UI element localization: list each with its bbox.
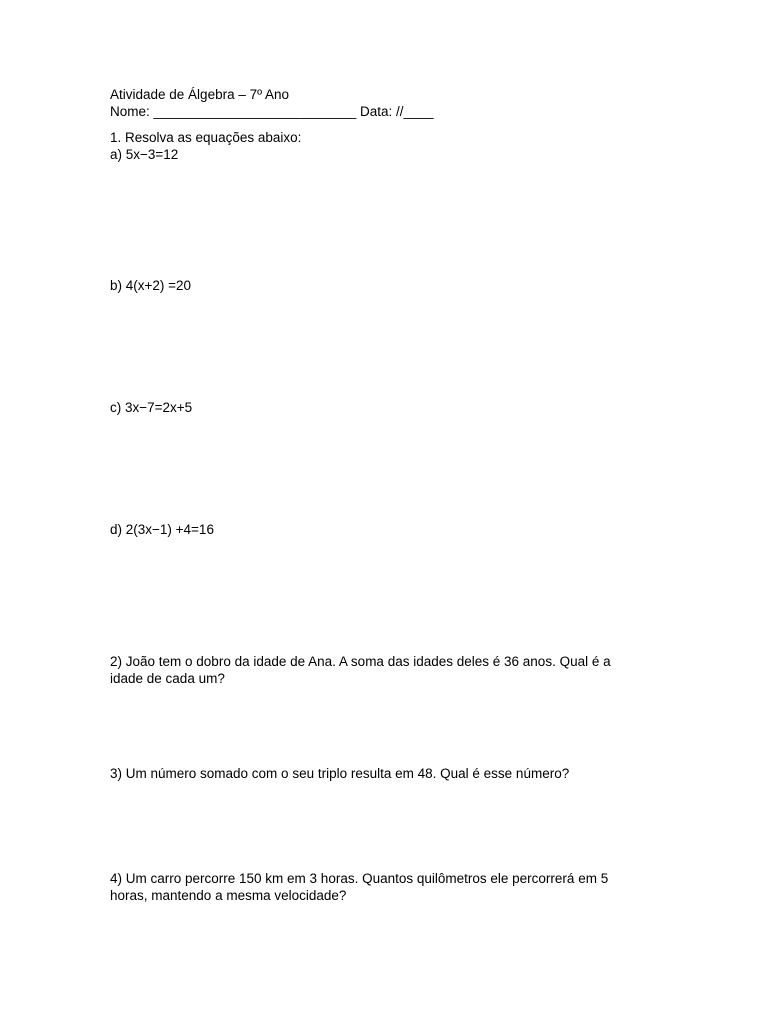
- worksheet-title: Atividade de Álgebra – 7º Ano: [110, 87, 290, 102]
- question-4-line-2: horas, mantendo a mesma velocidade?: [110, 888, 347, 903]
- question-3: 3) Um número somado com o seu triplo resulta em 48. Qual é esse número?: [110, 766, 570, 781]
- equation-c: c) 3x−7=2x+5: [110, 400, 193, 415]
- question-2-line-1: 2) João tem o dobro da idade de Ana. A soma das idades deles é 36 anos. Qual é a: [110, 654, 611, 669]
- question-4-line-1: 4) Um carro percorre 150 km em 3 horas. Quantos quilômetros ele percorrerá em 5: [110, 871, 609, 886]
- question-2-line-2: idade de cada um?: [110, 671, 225, 686]
- equation-a: a) 5x−3=12: [110, 147, 179, 162]
- equation-b: b) 4(x+2) =20: [110, 278, 192, 293]
- name-date-line: Nome: ___________________________ Data: //____: [110, 104, 434, 119]
- equation-d: d) 2(3x−1) +4=16: [110, 522, 214, 537]
- question-1-prompt: 1. Resolva as equações abaixo:: [110, 130, 302, 145]
